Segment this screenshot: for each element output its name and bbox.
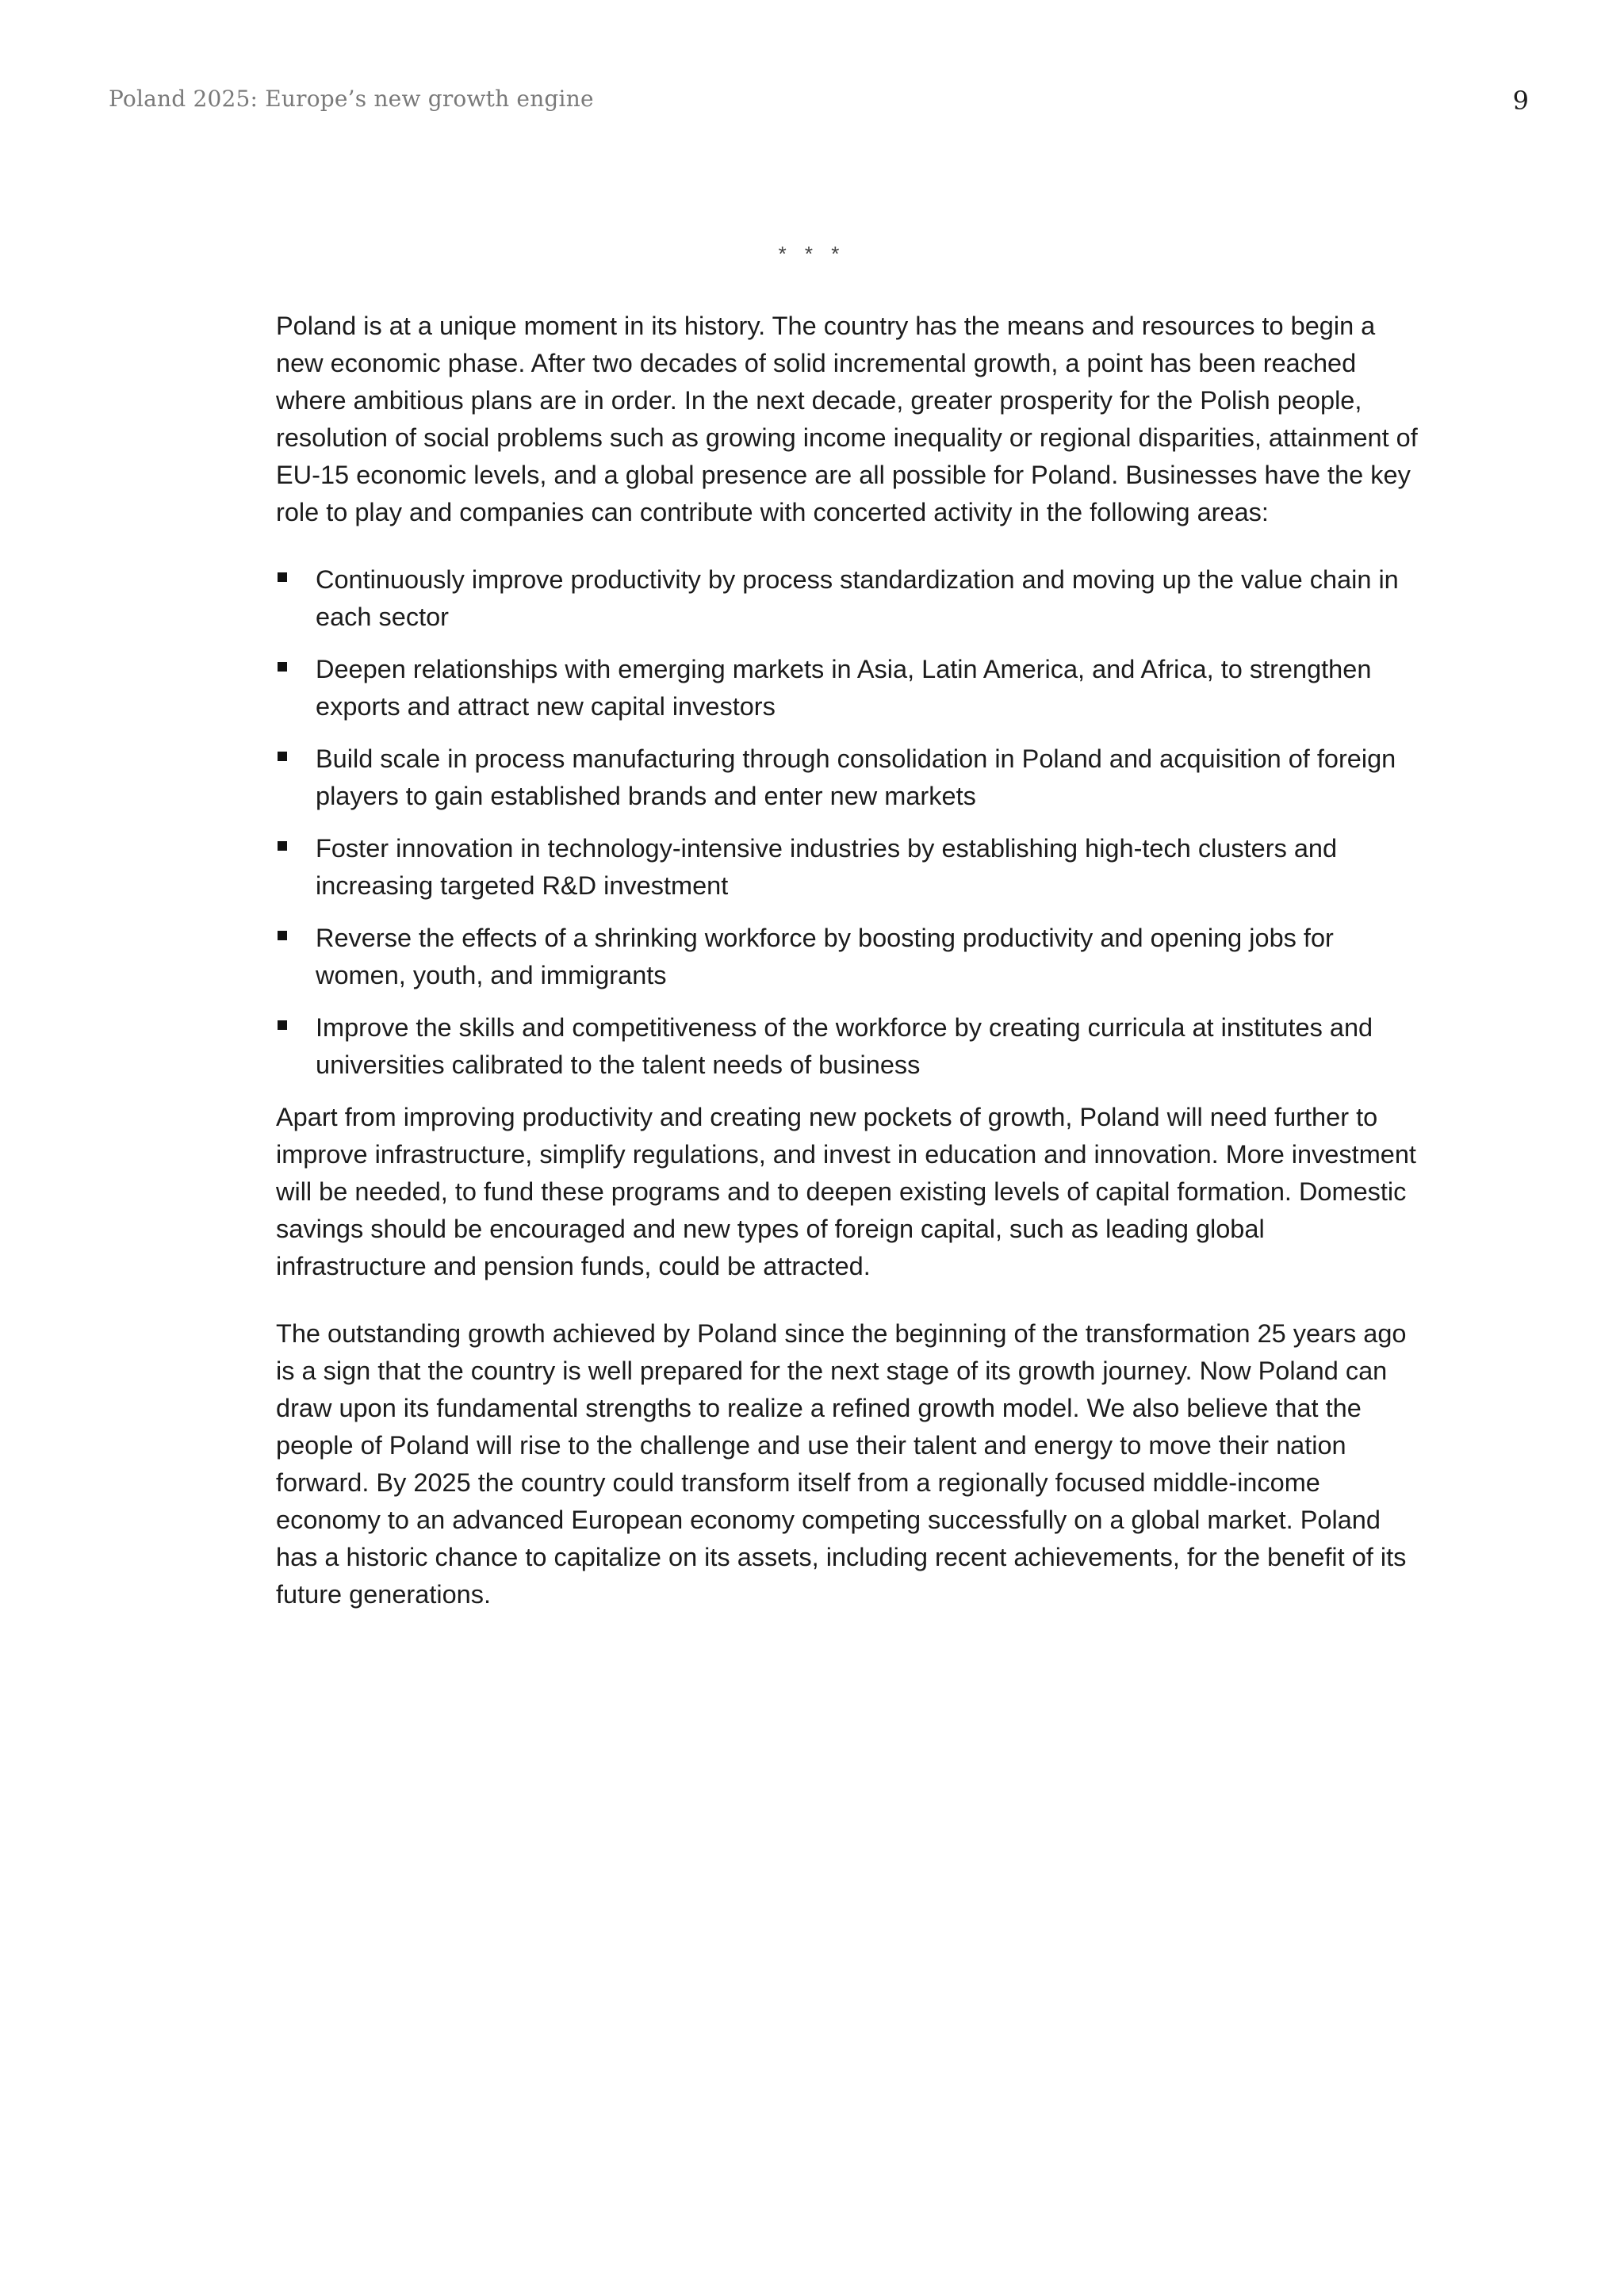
list-item [276, 1009, 1418, 1084]
square-bullet-icon [278, 931, 287, 940]
square-bullet-icon [278, 752, 287, 761]
list-item-text: Deepen relationships with emerging markets in Asia, Latin America, and Africa, to strengthen exports and attract new capital investors [316, 655, 1372, 721]
square-bullet-icon [278, 662, 287, 672]
square-bullet-icon [278, 1020, 287, 1030]
list-item [276, 561, 1418, 636]
list-item [276, 651, 1418, 725]
section-break-ornament: * * * [778, 242, 846, 266]
list-item-text: Reverse the effects of a shrinking workforce by boosting productivity and opening jobs for women, youth, and immigrants [316, 924, 1334, 989]
conclusion-paragraph: The outstanding growth achieved by Poland since the beginning of the transformation 25 years ago is a sign that the country is well prepared for the next stage of its growth journey. Now Poland can draw upon its fundamental strengths to realize a refined growth model. We also believe that the people of Poland will rise to the challenge and use their talent and energy to move their nation forward. By 2025 the country could transform itself from a regionally focused middle-income economy to an advanced European economy competing successfully on a global market. Poland has a historic chance to capitalize on its assets, including recent achievements, for the benefit of its future generations. [276, 1319, 1407, 1609]
page-number: 9 [1512, 86, 1529, 116]
list-item-text: Improve the skills and competitiveness of the workforce by creating curricula at institutes and universities calibrated to the talent needs of business [316, 1013, 1373, 1079]
list-item [276, 740, 1418, 815]
infrastructure-paragraph: Apart from improving productivity and creating new pockets of growth, Poland will need further to improve infrastructure, simplify regulations, and invest in education and innovation. More investment will be needed, to fund these programs and to deepen existing levels of capital formation. Domestic savings should be encouraged and new types of foreign capital, such as leading global infrastructure and pension funds, could be attracted. [276, 1103, 1416, 1280]
list-item [276, 920, 1418, 994]
list-item-text: Foster innovation in technology-intensive industries by establishing high-tech clusters and increasing targeted R&D investment [316, 834, 1338, 900]
list-item [276, 830, 1418, 905]
body-text [276, 308, 1418, 1644]
square-bullet-icon [278, 841, 287, 851]
list-item-text: Build scale in process manufacturing through consolidation in Poland and acquisition of foreign players to gain established brands and enter new markets [316, 744, 1396, 810]
list-item-text: Continuously improve productivity by process standardization and moving up the value chain in each sector [316, 565, 1399, 631]
action-areas-list [276, 561, 1418, 1084]
intro-paragraph: Poland is at a unique moment in its history. The country has the means and resources to begin a new economic phase. After two decades of solid incremental growth, a point has been reached where ambitious plans are in order. In the next decade, greater prosperity for the Polish people, resolution of social problems such as growing income inequality or regional disparities, attainment of EU-15 economic levels, and a global presence are all possible for Poland. Businesses have the key role to play and companies can contribute with concerted activity in the following areas: [276, 312, 1418, 526]
running-header-title: Poland 2025: Europe’s new growth engine [109, 86, 594, 112]
square-bullet-icon [278, 572, 287, 582]
